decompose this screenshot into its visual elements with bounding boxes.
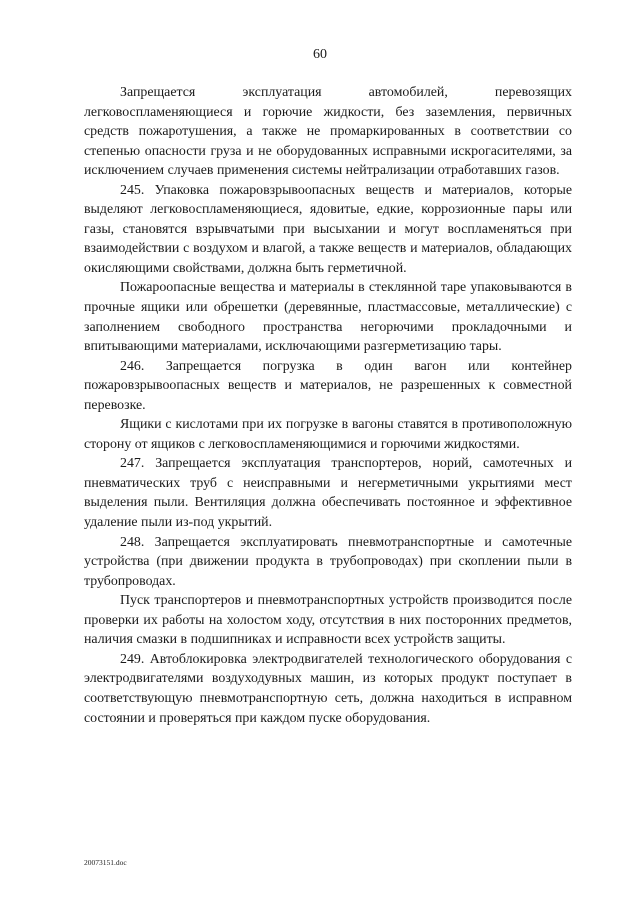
paragraph: 247. Запрещается эксплуатация транспортеров, норий, самотечных и пневматических труб с неисправными и негерметичными укрытиями мест выделения пыли. Вентиляция должна обеспечивать постоянное и эффективное удаление пыли из-под укрытий.	[84, 456, 572, 531]
paragraph: 248. Запрещается эксплуатировать пневмотранспортные и самотечные устройства (при движении продукта в трубопроводах) при скоплении пыли в трубопроводах.	[84, 534, 572, 589]
paragraph: 245. Упаковка пожаровзрывоопасных веществ и материалов, которые выделяют легковоспламеняющиеся, ядовитые, едкие, коррозионные пары или газы, становятся взрывчатыми при высыхании и могут воспламеняться при взаимодействии с воздухом и влагой, а также веществ и материалов, обладающих окисляющими свойствами, должна быть герметичной.	[84, 182, 572, 276]
paragraph: Запрещается эксплуатация автомобилей, перевозящих легковоспламеняющиеся и горючие жидкости, без заземления, первичных средств пожаротушения, а также не промаркированных в соответствии со степенью опасности груза и не оборудованных исправными искрогасителями, за исключением случаев применения системы нейтрализации отработавших газов.	[84, 85, 572, 179]
paragraph: Ящики с кислотами при их погрузке в вагоны ставятся в противоположную сторону от ящиков с легковоспламеняющимися и горючими жидкостями.	[84, 417, 572, 452]
document-body	[84, 83, 572, 728]
paragraph: Пуск транспортеров и пневмотранспортных устройств производится после проверки их работы на холостом ходу, отсутствия в них посторонних предметов, наличия смазки в подшипниках и исправности всех устройств защиты.	[84, 593, 572, 648]
paragraph: Пожароопасные вещества и материалы в стеклянной таре упаковываются в прочные ящики или обрешетки (деревянные, пластмассовые, металлические) с заполнением свободного пространства негорючими прокладочными и впитывающими материалами, исключающими разгерметизацию тары.	[84, 280, 572, 355]
paragraph: 246. Запрещается погрузка в один вагон или контейнер пожаровзрывоопасных веществ и материалов, не разрешенных к совместной перевозке.	[84, 358, 572, 413]
paragraph: 249. Автоблокировка электродвигателей технологического оборудования с электродвигателями воздуходувных машин, из которых продукт поступает в соответствующую пневмотранспортную сеть, должна находиться в исправном состоянии и проверяться при каждом пуске оборудования.	[84, 651, 572, 726]
footer-filename: 20073151.doc	[84, 858, 127, 867]
page-number: 60	[313, 47, 327, 62]
